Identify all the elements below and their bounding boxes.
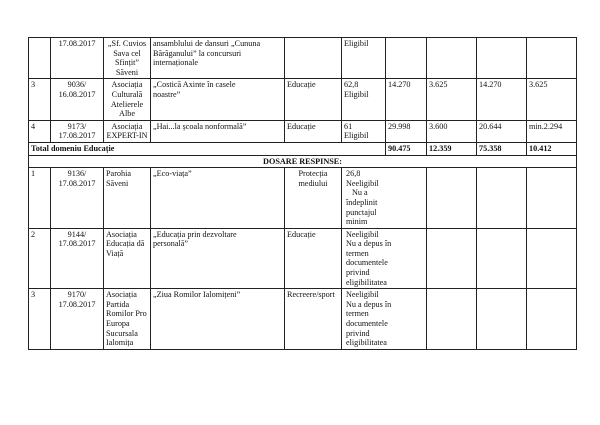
row-index — [29, 38, 51, 79]
amount-requested — [386, 38, 427, 79]
empty-cell — [527, 228, 577, 289]
amount-granted: 20.644 — [477, 120, 527, 142]
contribution-required: 3.625 — [527, 79, 577, 120]
contribution-own — [427, 38, 477, 79]
row-index: 2 — [29, 228, 51, 289]
status-cell: Neeligibil Nu a depus în termen documentele privind eligibilitatea — [342, 289, 427, 350]
registration-cell: 9144/ 17.08.2017 — [51, 228, 104, 289]
applicant-cell: Parohia Săveni — [104, 168, 151, 229]
total-label: Total domeniu Educație — [29, 142, 386, 155]
project-cell: ansamblului de dansuri „Cununa Bărăganului” la concursuri internaționale — [151, 38, 285, 79]
section-row — [29, 155, 577, 168]
status-cell: 26,8 Neeligibil Nu a îndeplinit punctajul minim — [342, 168, 427, 229]
domain-cell: Educație — [285, 120, 342, 142]
project-cell: „Ziua Romilor Ialomițeni” — [151, 289, 285, 350]
contribution-required — [527, 38, 577, 79]
domain-cell: Educație — [285, 228, 342, 289]
registration-cell: 9173/ 17.08.2017 — [51, 120, 104, 142]
section-title: DOSARE RESPINSE: — [29, 155, 577, 168]
status-cell: Neeligibil Nu a depus în termen documentele privind eligibilitatea — [342, 228, 427, 289]
registration-cell: 9036/ 16.08.2017 — [51, 79, 104, 120]
table-row — [29, 168, 577, 229]
registration-cell: 17.08.2017 — [51, 38, 104, 79]
empty-cell — [477, 168, 527, 229]
registration-cell: 9136/ 17.08.2017 — [51, 168, 104, 229]
amount-granted — [477, 38, 527, 79]
total-row — [29, 142, 577, 155]
funding-table — [28, 37, 577, 350]
contribution-own: 3.625 — [427, 79, 477, 120]
empty-cell — [427, 168, 477, 229]
project-cell: „Educația prin dezvoltare personală” — [151, 228, 285, 289]
empty-cell — [527, 289, 577, 350]
amount-requested: 14.270 — [386, 79, 427, 120]
applicant-cell: Asociația Educația dă Viață — [104, 228, 151, 289]
registration-cell: 9170/ 17.08.2017 — [51, 289, 104, 350]
applicant-cell: Asociația Culturală Atelierele Albe — [104, 79, 151, 120]
project-cell: „Eco-viața” — [151, 168, 285, 229]
total-granted: 75.358 — [477, 142, 527, 155]
contribution-required: min.2.294 — [527, 120, 577, 142]
applicant-cell: Asociația Partida Romilor Pro Europa Sucursala Ialomița — [104, 289, 151, 350]
contribution-own: 3.600 — [427, 120, 477, 142]
applicant-cell: Asociația EXPERT-IN — [104, 120, 151, 142]
total-required: 10.412 — [527, 142, 577, 155]
applicant-cell: „Sf. Cuvios Sava cel Sfințit” Săveni — [104, 38, 151, 79]
empty-cell — [527, 168, 577, 229]
table-row — [29, 79, 577, 120]
domain-cell: Protecția mediului — [285, 168, 342, 229]
total-requested: 90.475 — [386, 142, 427, 155]
domain-cell: Recreere/sport — [285, 289, 342, 350]
empty-cell — [477, 289, 527, 350]
project-cell: „Costică Axinte în casele noastre” — [151, 79, 285, 120]
table-row — [29, 120, 577, 142]
row-index: 3 — [29, 289, 51, 350]
row-index: 1 — [29, 168, 51, 229]
row-index: 4 — [29, 120, 51, 142]
score-cell: 61 Eligibil — [342, 120, 386, 142]
table-row — [29, 38, 577, 79]
score-cell: Eligibil — [342, 38, 386, 79]
total-own: 12.359 — [427, 142, 477, 155]
score-cell: 62,8 Eligibil — [342, 79, 386, 120]
document-page — [28, 37, 576, 350]
amount-requested: 29.998 — [386, 120, 427, 142]
empty-cell — [427, 228, 477, 289]
row-index: 3 — [29, 79, 51, 120]
domain-cell: Educație — [285, 79, 342, 120]
amount-granted: 14.270 — [477, 79, 527, 120]
empty-cell — [427, 289, 477, 350]
domain-cell — [285, 38, 342, 79]
table-row — [29, 289, 577, 350]
project-cell: „Hai...la școala nonformală” — [151, 120, 285, 142]
empty-cell — [477, 228, 527, 289]
table-row — [29, 228, 577, 289]
